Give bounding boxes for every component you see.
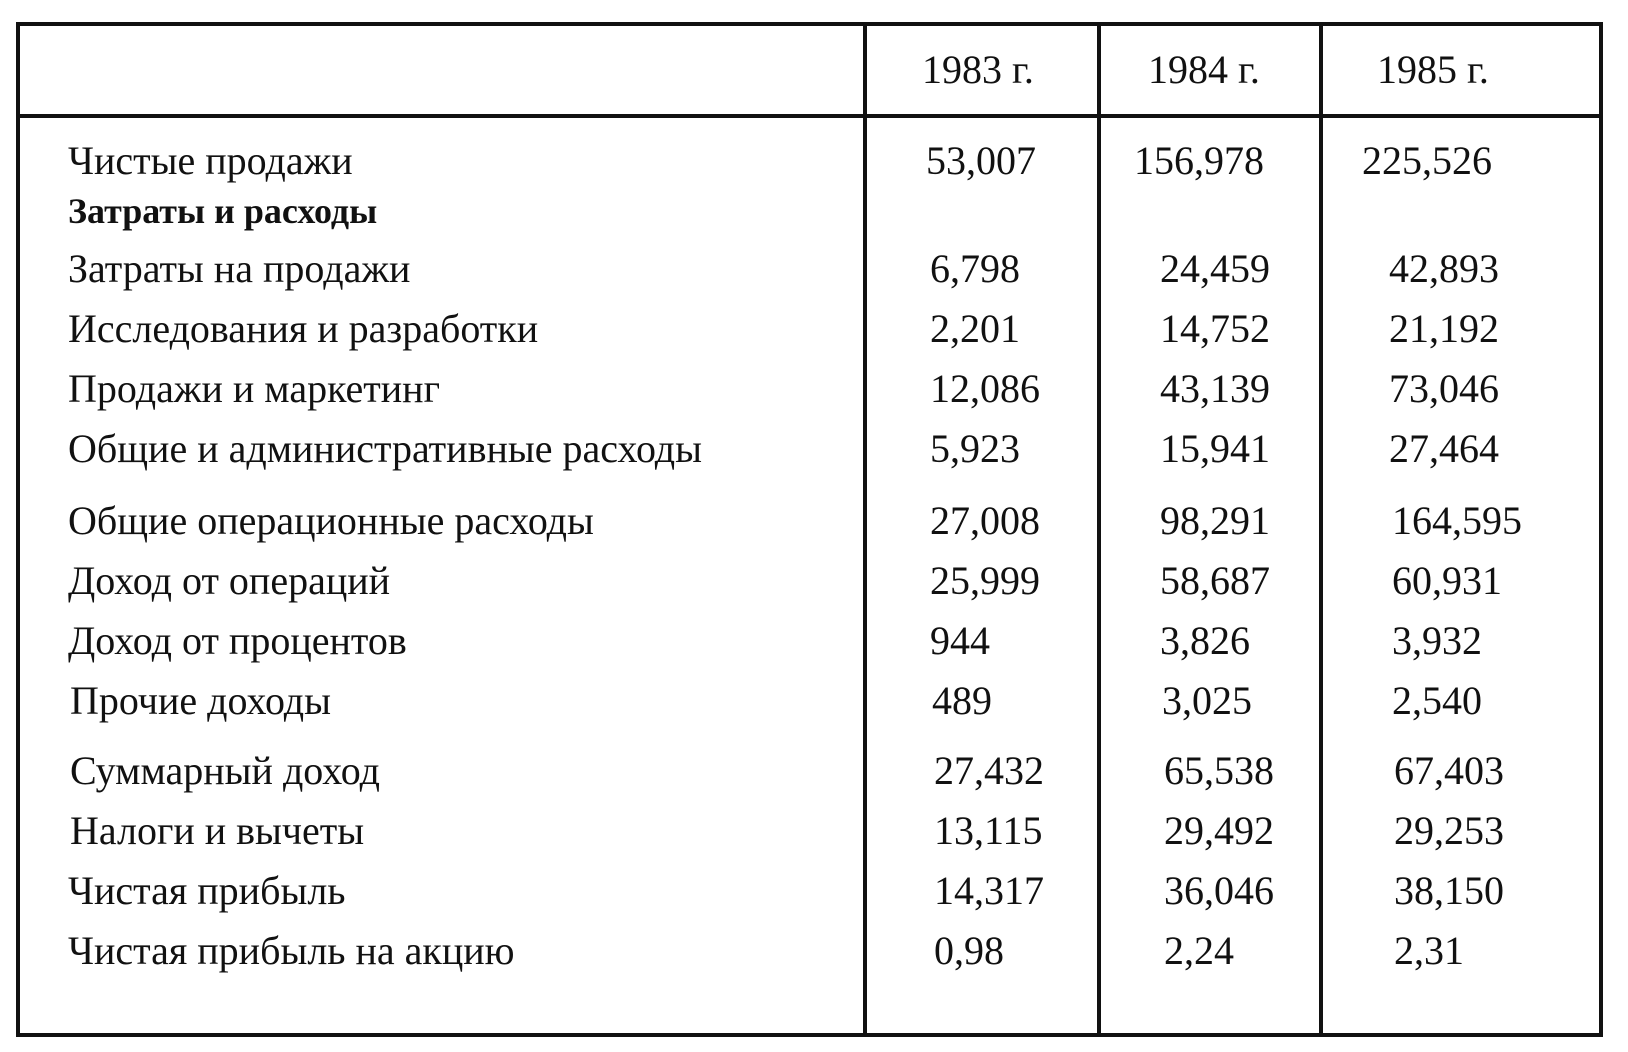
- cell-1984: 36,046: [1164, 868, 1274, 913]
- row-label: Продажи и маркетинг: [68, 366, 440, 411]
- table-row: [20, 186, 1599, 242]
- row-label: Общие и административные расходы: [68, 426, 703, 471]
- table-row: [20, 424, 1599, 480]
- row-label: Чистая прибыль: [68, 868, 346, 913]
- cell-1984: 15,941: [1160, 426, 1270, 471]
- cell-1985: 73,046: [1389, 366, 1499, 411]
- table-row: [20, 136, 1599, 192]
- row-label: Затраты на продажи: [68, 246, 411, 291]
- row-label: Налоги и вычеты: [70, 808, 365, 853]
- cell-1984: 2,24: [1164, 928, 1234, 973]
- cell-1983: 27,008: [930, 498, 1040, 543]
- cell-1985: 42,893: [1389, 246, 1499, 291]
- cell-1985: 21,192: [1389, 306, 1499, 351]
- table-row: [20, 556, 1599, 612]
- header-1985: 1985 г.: [1377, 47, 1489, 92]
- cell-1984: 98,291: [1160, 498, 1270, 543]
- cell-1983: 53,007: [926, 138, 1036, 183]
- table-row: [20, 304, 1599, 360]
- cell-1984: 65,538: [1164, 748, 1274, 793]
- row-label: Доход от операций: [68, 558, 391, 603]
- cell-1984: 3,826: [1160, 618, 1250, 663]
- cell-1985: 29,253: [1394, 808, 1504, 853]
- cell-1985: 67,403: [1394, 748, 1504, 793]
- row-label: Доход от процентов: [68, 618, 407, 663]
- table-row: [20, 616, 1599, 672]
- row-label: Исследования и разработки: [68, 306, 539, 351]
- table-row: [20, 926, 1599, 982]
- cell-1984: 43,139: [1160, 366, 1270, 411]
- cell-1985: 2,31: [1394, 928, 1464, 973]
- cell-1985: 2,540: [1392, 678, 1482, 723]
- row-label: Суммарный доход: [70, 748, 380, 793]
- table-row: [20, 866, 1599, 922]
- cell-1985: 27,464: [1389, 426, 1499, 471]
- cell-1983: 27,432: [934, 748, 1044, 793]
- cell-1983: 5,923: [930, 426, 1020, 471]
- cell-1984: 24,459: [1160, 246, 1270, 291]
- row-label: Прочие доходы: [70, 678, 332, 723]
- header-1984: 1984 г.: [1148, 47, 1260, 92]
- cell-1983: 25,999: [930, 558, 1040, 603]
- cell-1983: 2,201: [930, 306, 1020, 351]
- table-row: [20, 746, 1599, 802]
- cell-1984: 156,978: [1134, 138, 1264, 183]
- cell-1985: 60,931: [1392, 558, 1502, 603]
- table-row: [20, 806, 1599, 862]
- row-label: Общие операционные расходы: [68, 498, 594, 543]
- row-label-section: Затраты и расходы: [68, 191, 378, 231]
- table-row: [20, 496, 1599, 552]
- row-label: Чистая прибыль на акцию: [68, 928, 515, 973]
- header-1983: 1983 г.: [922, 47, 1034, 92]
- cell-1984: 3,025: [1162, 678, 1252, 723]
- table-row: [20, 244, 1599, 300]
- cell-1984: 14,752: [1160, 306, 1270, 351]
- cell-1983: 944: [930, 618, 990, 663]
- financial-table: [16, 22, 1603, 1037]
- cell-1983: 0,98: [934, 928, 1004, 973]
- cell-1983: 6,798: [930, 246, 1020, 291]
- cell-1985: 164,595: [1392, 498, 1522, 543]
- cell-1983: 14,317: [934, 868, 1044, 913]
- cell-1985: 38,150: [1394, 868, 1504, 913]
- cell-1985: 3,932: [1392, 618, 1482, 663]
- cell-1984: 58,687: [1160, 558, 1270, 603]
- table-row: [20, 676, 1599, 732]
- cell-1983: 13,115: [934, 808, 1043, 853]
- cell-1983: 12,086: [930, 366, 1040, 411]
- cell-1983: 489: [932, 678, 992, 723]
- cell-1984: 29,492: [1164, 808, 1274, 853]
- header-divider: [20, 114, 1599, 118]
- table-row: [20, 364, 1599, 420]
- row-label: Чистые продажи: [68, 138, 353, 183]
- cell-1985: 225,526: [1362, 138, 1492, 183]
